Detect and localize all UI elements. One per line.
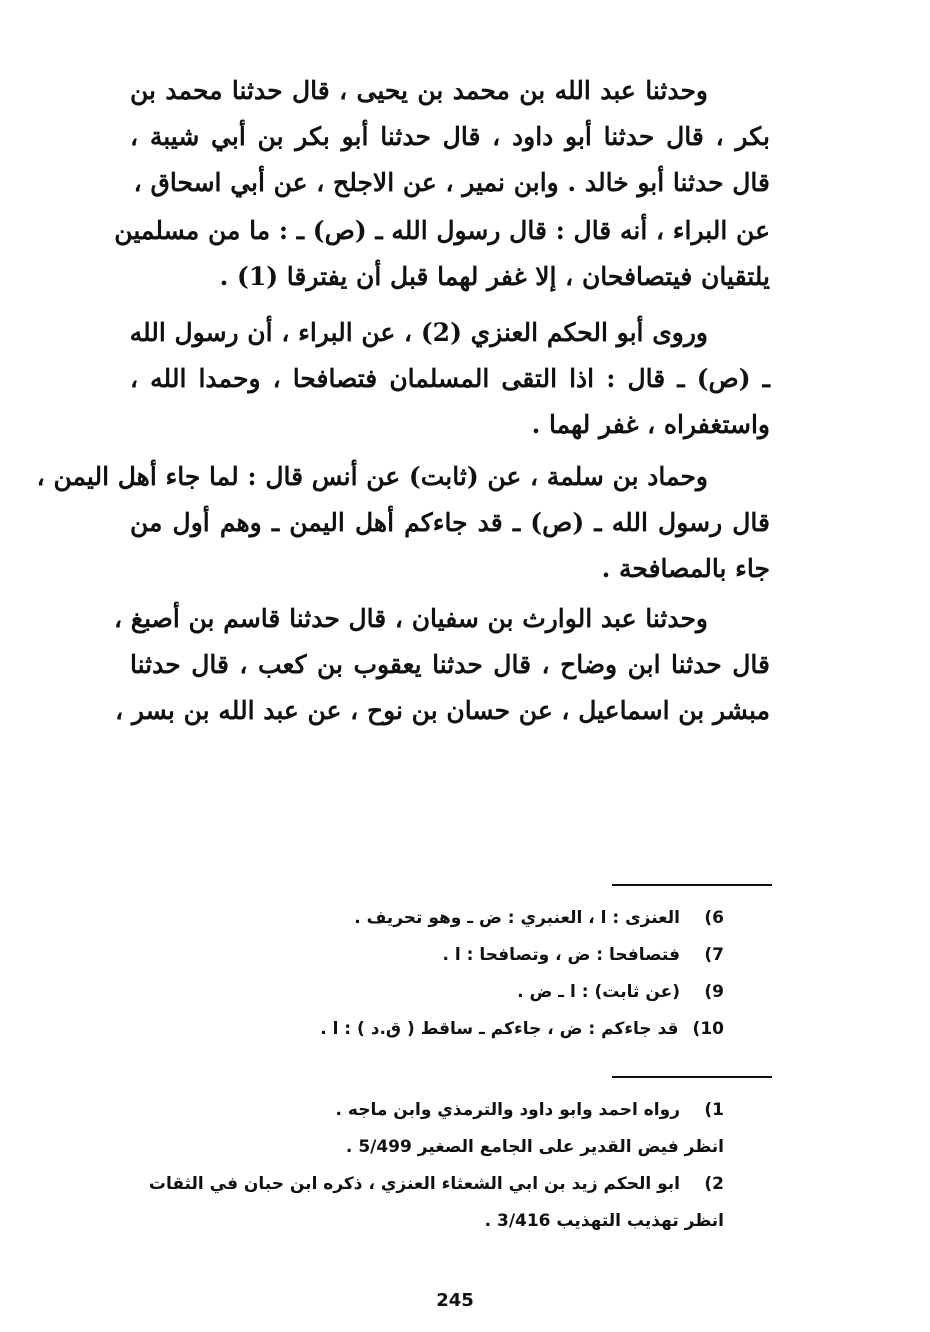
- paragraph-4: [36, 454, 770, 592]
- footnote-continuation: [124, 1129, 724, 1166]
- text-line: وروى أبو الحكم العنزي (2) ، عن البراء ، أن رسول الله: [129, 318, 708, 347]
- footnote-text: فتصافحا : ض ، وتصافحا : ا .: [442, 945, 680, 965]
- text-line: وحماد بن سلمة ، عن (ثابت) عن أنس قال : لما جاء أهل اليمن ،: [36, 462, 708, 491]
- footnote-divider: [612, 884, 772, 886]
- footnote-number: 6): [704, 908, 724, 928]
- footnote-number: 2): [704, 1174, 724, 1194]
- footnote-text: (عن ثابت) : ا ـ ض .: [517, 982, 680, 1002]
- source-notes: [124, 1092, 724, 1240]
- footnote-text: انظر فيض القدير على الجامع الصغير 5/499 .: [345, 1137, 724, 1157]
- footnote-number: 1): [704, 1100, 724, 1120]
- footnote-text: ابو الحكم زيد بن ابي الشعثاء العنزي ، ذكره ابن حبان في الثقات: [148, 1174, 680, 1194]
- page-number: 245: [436, 1290, 474, 1311]
- variant-notes: [204, 900, 724, 1048]
- main-text: [36, 68, 770, 725]
- paragraph-2: [114, 208, 770, 300]
- footnote-text: انظر تهذيب التهذيب 3/416 .: [484, 1211, 724, 1231]
- paragraph-3: [130, 310, 770, 448]
- footnote-item: [124, 1166, 724, 1203]
- footnote-item: [204, 974, 724, 1011]
- footnote-number: 9): [704, 982, 724, 1002]
- footnote-text: قد جاءكم : ض ، جاءكم ـ ساقط ( ق.د ) : ا .: [320, 1019, 679, 1039]
- footnote-continuation: [124, 1203, 724, 1240]
- text-line: وحدثنا عبد الله بن محمد بن يحيى ، قال حدثنا محمد بن: [130, 76, 708, 105]
- footnote-text: رواه احمد وابو داود والترمذي وابن ماجه .: [335, 1100, 680, 1120]
- text-line: يلتقيان فيتصافحان ، إلا غفر لهما قبل أن يفترقا (1) .: [219, 262, 770, 291]
- paragraph-1: [130, 68, 770, 206]
- text-line: قال رسول الله ـ (ص) ـ قد جاءكم أهل اليمن ـ وهم أول من: [130, 508, 770, 537]
- text-line: مبشر بن اسماعيل ، عن حسان بن نوح ، عن عبد الله بن بسر ،: [115, 696, 770, 725]
- footnote-divider: [612, 1076, 772, 1078]
- footnote-number: 7): [704, 945, 724, 965]
- text-line: جاء بالمصافحة .: [601, 554, 770, 583]
- footnote-item: [204, 900, 724, 937]
- footnote-item: [204, 1011, 724, 1048]
- footnote-item: [204, 937, 724, 974]
- paragraph-5: [114, 596, 770, 734]
- text-line: ـ (ص) ـ قال : اذا التقى المسلمان فتصافحا ، وحمدا الله ،: [130, 364, 770, 393]
- text-line: واستغفراه ، غفر لهما .: [531, 410, 770, 439]
- footnote-number: 10): [692, 1019, 724, 1039]
- text-line: قال حدثنا ابن وضاح ، قال حدثنا يعقوب بن كعب ، قال حدثنا: [130, 650, 770, 679]
- text-line: قال حدثنا أبو خالد . وابن نمير ، عن الاجلح ، عن أبي اسحاق ،: [133, 168, 770, 197]
- text-line: بكر ، قال حدثنا أبو داود ، قال حدثنا أبو بكر بن أبي شيبة ،: [130, 122, 770, 151]
- text-line: عن البراء ، أنه قال : قال رسول الله ـ (ص) ـ : ما من مسلمين: [114, 216, 770, 245]
- footnote-item: [124, 1092, 724, 1129]
- footnote-text: العنزى : ا ، العنبري : ض ـ وهو تحريف .: [354, 908, 680, 928]
- text-line: وحدثنا عبد الوارث بن سفيان ، قال حدثنا قاسم بن أصبغ ،: [114, 604, 708, 633]
